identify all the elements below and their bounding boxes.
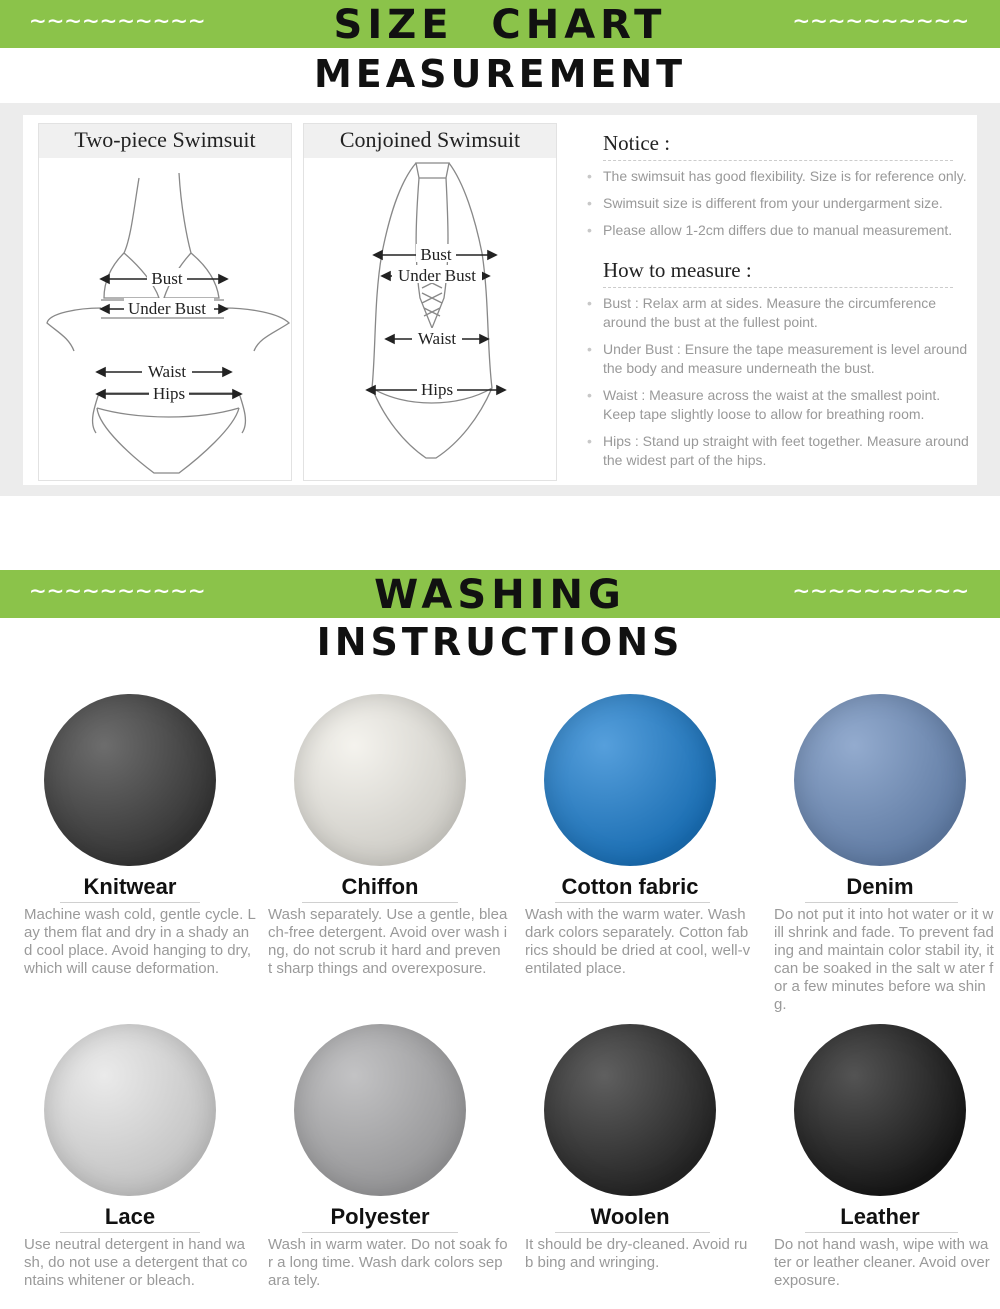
fabric-care-text: Use neutral detergent in hand wa sh, do not use a detergent that co ntains whitener or bleach. <box>24 1236 248 1289</box>
fabric-swatch-denim <box>794 694 966 866</box>
notes-column <box>603 131 973 478</box>
conjoined-bust-label: Bust <box>420 245 452 264</box>
fabric-name: Polyester <box>330 1204 430 1229</box>
fabric-swatch-lace <box>44 1024 216 1196</box>
fabric-care-text: Do not put it into hot water or it will shrink and fade. To prevent fading and maintain color stabil ity, it can be soaked in the salt w ater for a few minutes before wa shing. <box>774 906 994 1013</box>
washing-title: WASHING <box>374 572 626 618</box>
decorative-tilde-right: ~~~~~~~~~~ <box>793 6 970 36</box>
fabric-care-text: Machine wash cold, gentle cycle. Lay them flat and dry in a shady and cool place. Avoid hanging to dry, which will cause deformation. <box>24 906 256 977</box>
conjoined-diagram <box>303 123 557 481</box>
fabric-divider <box>555 1232 710 1233</box>
fabric-name: Leather <box>840 1204 920 1229</box>
how-to-measure-heading: How to measure : <box>603 258 953 288</box>
size-chart-banner <box>0 0 1000 48</box>
fabric-name: Cotton fabric <box>561 874 699 899</box>
notice-item: • The swimsuit has good flexibility. Size is for reference only. <box>603 167 973 186</box>
notice-list <box>603 167 973 240</box>
fabric-name: Lace <box>104 1204 156 1229</box>
fabric-divider <box>805 1232 958 1233</box>
measurement-subtitle: MEASUREMENT <box>313 52 687 96</box>
fabric-swatch-cotton-fabric <box>544 694 716 866</box>
measure-item-waist: • Waist : Measure across the waist at the smallest point. Keep tape slightly loose to allow for breathing room. <box>603 386 973 424</box>
measure-item-bust: • Bust : Relax arm at sides. Measure the circumference around the bust at the fullest point. <box>603 294 973 332</box>
fabric-swatch-woolen <box>544 1024 716 1196</box>
measure-item-hips: • Hips : Stand up straight with feet together. Measure around the widest part of the hips. <box>603 432 973 470</box>
decorative-tilde-right: ~~~~~~~~~~ <box>793 576 970 606</box>
notice-item: • Please allow 1-2cm differs due to manual measurement. <box>603 221 973 240</box>
measurement-area <box>0 103 1000 496</box>
conjoined-waist-label: Waist <box>417 329 457 348</box>
fabric-swatch-chiffon <box>294 694 466 866</box>
fabric-divider <box>60 1232 200 1233</box>
instructions-subtitle: INSTRUCTIONS <box>316 620 684 664</box>
conjoined-under-bust-label: Under Bust <box>398 266 476 285</box>
two-piece-swimsuit-illustration <box>39 158 291 480</box>
notice-heading: Notice : <box>603 131 953 161</box>
decorative-tilde-left: ~~~~~~~~~~ <box>30 6 207 36</box>
conjoined-hips-label: Hips <box>420 380 454 399</box>
measurement-panel <box>23 115 977 485</box>
fabric-name: Denim <box>846 874 914 899</box>
two-piece-bust-label: Bust <box>151 269 183 288</box>
conjoined-swimsuit-illustration <box>304 158 556 480</box>
two-piece-under-bust-label: Under Bust <box>128 299 206 318</box>
two-piece-waist-label: Waist <box>147 362 187 381</box>
two-piece-hips-label: Hips <box>152 384 186 403</box>
fabric-care-text: Wash in warm water. Do not soak for a long time. Wash dark colors separa tely. <box>268 1236 508 1289</box>
fabric-name: Woolen <box>590 1204 670 1229</box>
fabric-divider <box>302 1232 458 1233</box>
decorative-tilde-left: ~~~~~~~~~~ <box>30 576 207 606</box>
size-chart-title: SIZE CHART <box>333 2 667 48</box>
fabric-swatch-leather <box>794 1024 966 1196</box>
two-piece-diagram <box>38 123 292 481</box>
fabric-swatch-knitwear <box>44 694 216 866</box>
notice-item: • Swimsuit size is different from your undergarment size. <box>603 194 973 213</box>
fabric-divider <box>60 902 200 903</box>
two-piece-title: Two-piece Swimsuit <box>39 124 291 158</box>
how-to-measure-list <box>603 294 973 470</box>
fabric-divider <box>805 902 958 903</box>
fabric-care-text: Wash separately. Use a gentle, blea ch-free detergent. Avoid over wash ing, do not scrub it hard and preven t sharp things and overexposure. <box>268 906 508 977</box>
fabric-swatch-polyester <box>294 1024 466 1196</box>
fabric-name: Knitwear <box>83 874 177 899</box>
fabric-care-text: It should be dry-cleaned. Avoid rub bing and wringing. <box>525 1236 748 1271</box>
fabric-name: Chiffon <box>341 874 419 899</box>
fabric-divider <box>555 902 710 903</box>
fabric-divider <box>302 902 458 903</box>
fabric-care-text: Do not hand wash, wipe with wa ter or leather cleaner. Avoid over exposure. <box>774 1236 990 1289</box>
washing-banner <box>0 570 1000 618</box>
measure-item-under-bust: • Under Bust : Ensure the tape measurement is level around the body and measure underneath the bust. <box>603 340 973 378</box>
fabric-care-text: Wash with the warm water. Wash dark colors separately. Cotton fab rics should be dried at cool, well-v entilated place. <box>525 906 751 977</box>
conjoined-title: Conjoined Swimsuit <box>304 124 556 158</box>
